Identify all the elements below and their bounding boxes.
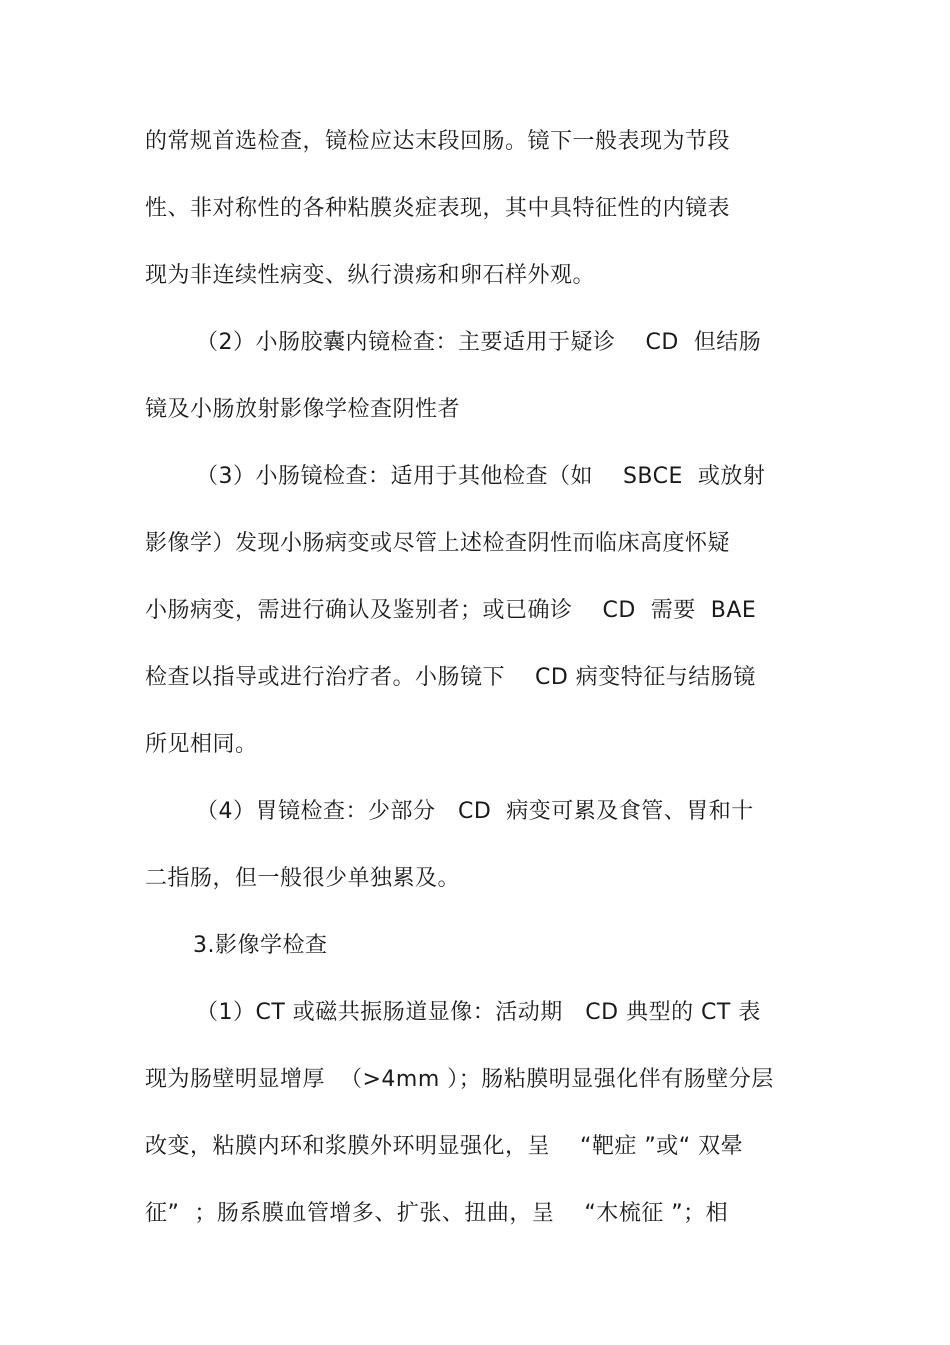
paragraph-line: 影像学）发现小肠病变或尽管上述检查阴性而临床高度怀疑 [145, 531, 731, 556]
paragraph-line: 小肠病变，需进行确认及鉴别者；或已确诊 CD 需要 BAE [145, 598, 757, 623]
paragraph-line: （3）小肠镜检查：适用于其他检查（如 SBCE 或放射 [196, 464, 766, 489]
paragraph-line: 现为非连续性病变、纵行溃疡和卵石样外观。 [145, 263, 596, 288]
paragraph-line: 改变，粘膜内环和浆膜外环明显强化，呈 “靶症 ”或“ 双晕 [145, 1134, 744, 1159]
paragraph-line: 征” ；肠系膜血管增多、扩张、扭曲，呈 “木梳征 ”；相 [145, 1201, 729, 1226]
paragraph-line: （1）CT 或磁共振肠道显像：活动期 CD 典型的 CT 表 [196, 1000, 761, 1025]
paragraph-line: （4）胃镜检查：少部分 CD 病变可累及食管、胃和十 [196, 799, 754, 824]
paragraph-line: 所见相同。 [145, 732, 258, 757]
paragraph-line: （2）小肠胶囊内镜检查：主要适用于疑诊 CD 但结肠 [196, 330, 762, 355]
paragraph-line: 现为肠壁明显增厚 （>4mm ）；肠粘膜明显强化伴有肠壁分层 [145, 1067, 774, 1092]
section-heading: 3.影像学检查 [193, 933, 328, 958]
paragraph-line: 二指肠，但一般很少单独累及。 [145, 866, 461, 891]
paragraph-line: 检查以指导或进行治疗者。小肠镜下 CD 病变特征与结肠镜 [145, 665, 756, 690]
paragraph-line: 性、非对称性的各种粘膜炎症表现，其中具特征性的内镜表 [145, 196, 731, 221]
paragraph-line: 的常规首选检查，镜检应达末段回肠。镜下一般表现为节段 [145, 129, 731, 154]
paragraph-line: 镜及小肠放射影像学检查阴性者 [145, 397, 461, 422]
